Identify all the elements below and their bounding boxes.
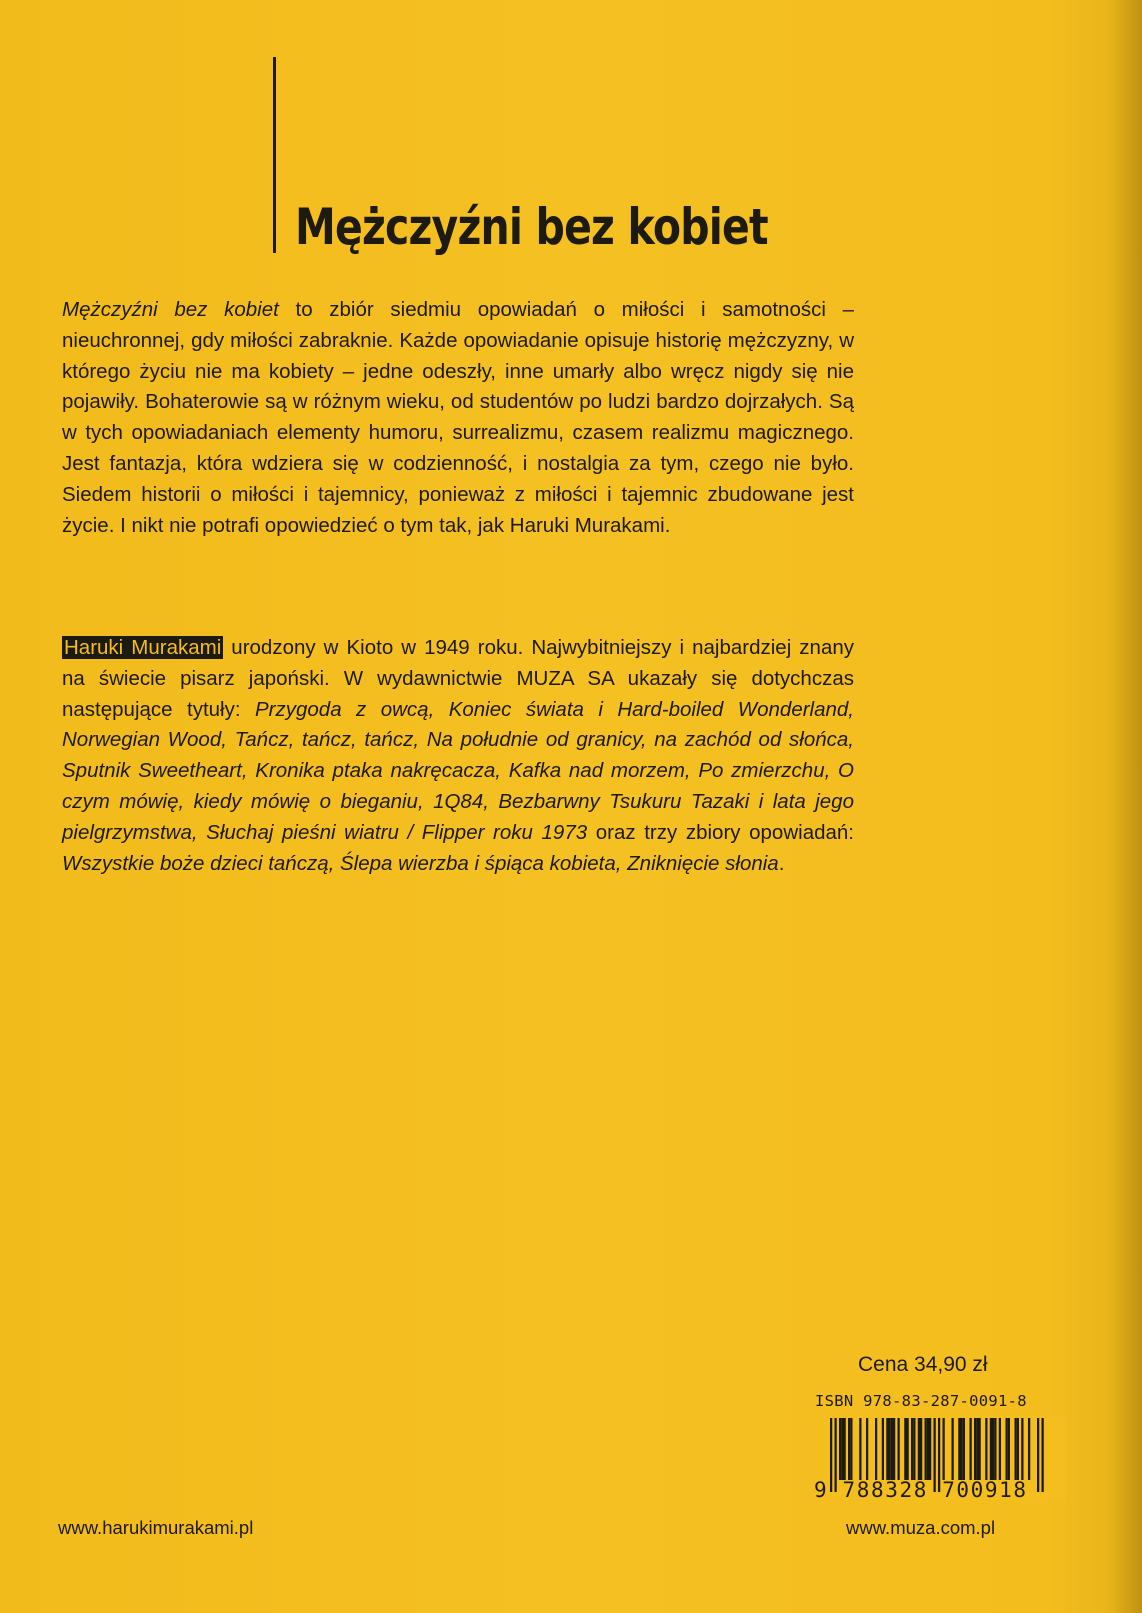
barcode-bar (974, 1418, 976, 1480)
barcode-bar (882, 1418, 884, 1480)
barcode-bar (985, 1418, 987, 1480)
author-bio (62, 633, 854, 879)
barcode-bar (961, 1418, 963, 1480)
title-rule (273, 57, 276, 253)
barcode-bar (898, 1418, 900, 1480)
isbn-label: ISBN 978-83-287-0091-8 (815, 1392, 1027, 1410)
barcode-bar (1021, 1418, 1023, 1480)
barcode-bar (979, 1418, 981, 1480)
barcode-bar (990, 1418, 992, 1480)
barcode-bar (927, 1418, 929, 1480)
cover-edge-shadow (1114, 0, 1142, 1613)
barcode-bar (844, 1418, 846, 1480)
author-website[interactable]: www.harukimurakami.pl (58, 1517, 254, 1538)
publisher-website[interactable]: www.muza.com.pl (846, 1517, 996, 1538)
barcode-bar (859, 1418, 861, 1480)
book-description (62, 295, 854, 541)
barcode-bar (952, 1418, 954, 1480)
price-label: Cena 34,90 zł (858, 1353, 988, 1376)
barcode-bar (893, 1418, 895, 1480)
barcode-bar (943, 1418, 945, 1480)
bio-middle: oraz trzy zbiory opowiadań: (587, 820, 854, 844)
barcode-bar (1015, 1418, 1017, 1480)
barcode-bar (850, 1418, 852, 1480)
barcode-bar (841, 1418, 843, 1480)
book-title: Mężczyźni bez kobiet (295, 198, 768, 256)
barcode-bar (918, 1418, 920, 1480)
barcode-bar (848, 1418, 850, 1480)
barcode-bar (839, 1418, 841, 1480)
barcode-bar (1017, 1418, 1019, 1480)
barcode-bar (999, 1418, 1001, 1480)
bio-end: . (778, 851, 785, 875)
barcode-bar (929, 1418, 931, 1480)
barcode-bar (866, 1418, 868, 1480)
barcode-bar (913, 1418, 915, 1480)
description-lead-title: Mężczyźni bez kobiet (62, 298, 279, 321)
barcode-bar (992, 1418, 994, 1480)
barcode-bar (1008, 1418, 1010, 1480)
barcode-bar (911, 1418, 913, 1480)
barcode-bar (994, 1418, 996, 1480)
barcode-bar (970, 1418, 972, 1480)
barcode-bar (1006, 1418, 1008, 1480)
barcode-bar (904, 1418, 906, 1480)
barcode-bar (920, 1418, 922, 1480)
barcode-bar (891, 1418, 893, 1480)
author-name-highlight: Haruki Murakami (64, 636, 222, 659)
bio-titles: Przygoda z owcą, Koniec świata i Hard-boiled Wonderland, Norwegian Wood, Tańcz, tańcz, tańcz, Na południe od granicy, na zachód od słońca, Sputnik Sweetheart, Kronika ptaka nakręcacza, Kafka nad morzem, Po zmierzchu, O czym mówię, kiedy mówię o bieganiu, 1Q84, Bezbarwny Tsukuru Tazaki i lata jego pielgrzymstwa, Słuchaj pieśni wiatru / Flipper roku 1973 (62, 697, 854, 844)
bio-collections: Wszystkie boże dzieci tańczą, Ślepa wierzba i śpiąca kobieta, Zniknięcie słonia (62, 851, 779, 875)
barcode-bar (889, 1418, 891, 1480)
barcode-bar (1028, 1418, 1030, 1480)
barcode-digits: 9 788328 700918 (814, 1478, 1028, 1502)
description-text: to zbiór siedmiu opowiadań o miłości i samotności – nieuchronnej, gdy miłości zabraknie. Każde opowiadanie opisuje historię mężczyzny, w którego życiu nie ma kobiety – jedne odeszły, inne umarły albo wręcz nigdy się nie pojawiły. Bohaterowie są w różnym wieku, od studentów po ludzi bardzo dojrzałych. Są w tych opowiadaniach elementy humoru, surrealizmu, czasem realizmu magicznego. Jest fantazja, która wdziera się w codzienność, i nostalgia za tym, czego nie było. Siedem historii o miłości i tajemnicy, ponieważ z miłości i tajemnic zbudowane jest życie. I nikt nie potrafi opowiedzieć o tym tak, jak Haruki Murakami. (62, 298, 854, 537)
barcode-bar (958, 1418, 960, 1480)
barcode-bar (976, 1418, 978, 1480)
barcode-bar (925, 1418, 927, 1480)
barcode-bar (875, 1418, 877, 1480)
barcode-bar (886, 1418, 888, 1480)
barcode-bar (963, 1418, 965, 1480)
barcode-bar (907, 1418, 909, 1480)
bio-intro: urodzony w Kioto w 1949 roku. Najwybitniejszy i najbardziej znany na świecie pisarz japoński. W wydawnictwie MUZA SA ukazały się dotychczas następujące tytuły: (62, 636, 854, 721)
